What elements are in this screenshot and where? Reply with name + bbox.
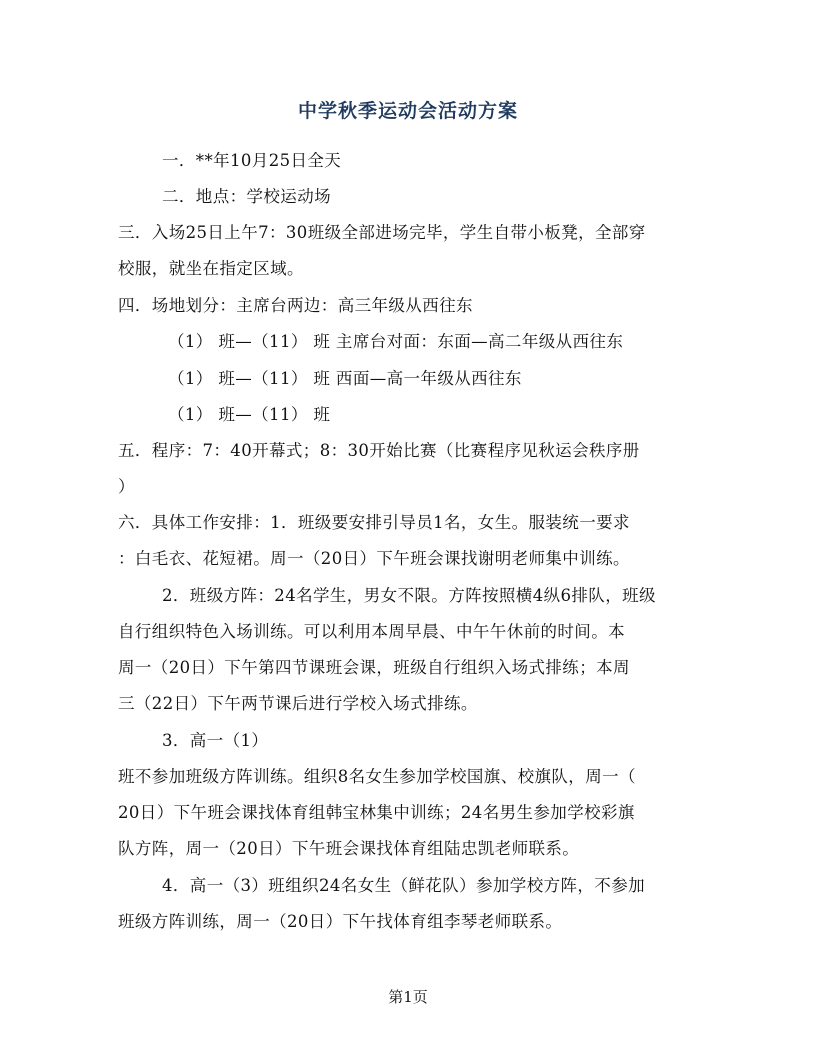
text-line: 三（22日）下午两节课后进行学校入场式排练。 — [118, 694, 478, 713]
text-line: 校服，就坐在指定区域。 — [118, 259, 304, 278]
text-line: 20日）下午班会课找体育组韩宝林集中训练；24名男生参加学校彩旗 — [118, 803, 635, 822]
document-title: 中学秋季运动会活动方案 — [297, 100, 518, 122]
text-line: 3．高一（1） — [162, 731, 269, 750]
text-line: （1） 班—（11） 班 — [168, 405, 331, 424]
text-line: 三．入场25日上午7：30班级全部进场完毕，学生自带小板凳，全部穿 — [118, 223, 646, 242]
text-line: 4．高一（3）班组织24名女生（鲜花队）参加学校方阵，不参加 — [162, 876, 645, 895]
text-line: 二．地点：学校运动场 — [162, 187, 331, 206]
text-line: 五．程序：7：40开幕式；8：30开始比赛（比赛程序见秋运会秩序册 — [118, 441, 640, 460]
text-line: 班级方阵训练，周一（20日）下午找体育组李琴老师联系。 — [118, 912, 563, 931]
text-line: 队方阵，周一（20日）下午班会课找体育组陆忠凯老师联系。 — [118, 839, 580, 858]
page-number: 第1页 — [388, 988, 428, 1006]
text-line: 六．具体工作安排：1．班级要安排引导员1名，女生。服装统一要求 — [118, 513, 630, 532]
text-line: 四．场地划分：主席台两边：高三年级从西往东 — [118, 296, 473, 315]
text-line: 2．班级方阵：24名学生，男女不限。方阵按照横4纵6排队，班级 — [162, 586, 656, 605]
text-line: 班不参加班级方阵训练。组织8名女生参加学校国旗、校旗队，周一（ — [118, 767, 636, 786]
text-line: （1） 班—（11） 班 西面—高一年级从西往东 — [168, 369, 522, 388]
text-line: ） — [118, 477, 135, 496]
text-line: （1） 班—（11） 班 主席台对面：东面—高二年级从西往东 — [168, 332, 624, 351]
text-line: 一．**年10月25日全天 — [162, 151, 342, 170]
text-line: ：白毛衣、花短裙。周一（20日）下午班会课找谢明老师集中训练。 — [118, 549, 630, 568]
text-line: 周一（20日）下午第四节课班会课，班级自行组织入场式排练；本周 — [118, 658, 630, 677]
text-line: 自行组织特色入场训练。可以利用本周早晨、中午午休前的时间。本 — [118, 622, 625, 641]
